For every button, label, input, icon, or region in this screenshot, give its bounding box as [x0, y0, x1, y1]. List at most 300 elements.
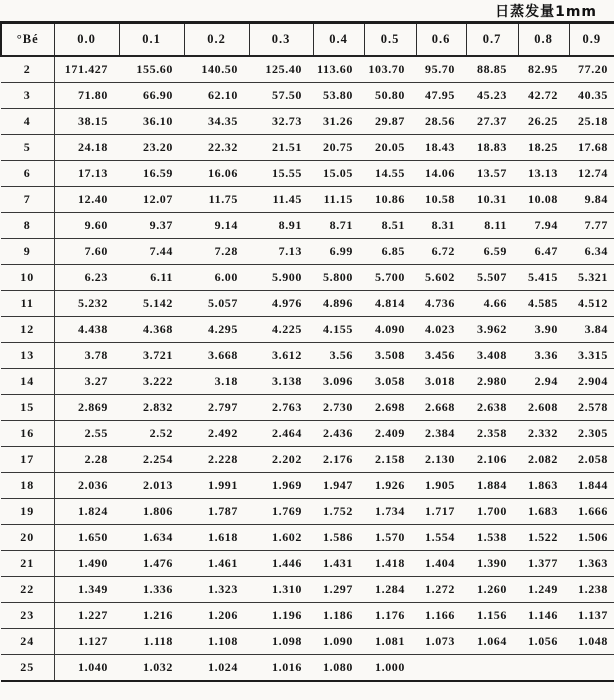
- value-cell: [518, 655, 569, 682]
- value-cell: 2.55: [54, 421, 119, 447]
- value-cell: 2.763: [249, 395, 313, 421]
- value-cell: 3.721: [119, 343, 184, 369]
- row-label-be: 8: [1, 213, 54, 239]
- table-row-be-23: [1, 603, 614, 629]
- value-cell: 1.186: [313, 603, 364, 629]
- header-cell-0.5: 0.5: [364, 23, 416, 57]
- value-cell: 1.586: [313, 525, 364, 551]
- value-cell: 1.206: [184, 603, 249, 629]
- value-cell: 2.578: [569, 395, 614, 421]
- value-cell: 8.11: [466, 213, 518, 239]
- header-cell-0.9: 0.9: [569, 23, 614, 57]
- row-label-be: 23: [1, 603, 54, 629]
- value-cell: 9.60: [54, 213, 119, 239]
- row-label-be: 22: [1, 577, 54, 603]
- value-cell: 2.980: [466, 369, 518, 395]
- value-cell: 1.284: [364, 577, 416, 603]
- value-cell: 1.323: [184, 577, 249, 603]
- value-cell: 24.18: [54, 135, 119, 161]
- header-cell-0.0: 0.0: [54, 23, 119, 57]
- header-cell-0.7: 0.7: [466, 23, 518, 57]
- value-cell: 4.585: [518, 291, 569, 317]
- table-row-be-17: [1, 447, 614, 473]
- value-cell: 1.310: [249, 577, 313, 603]
- value-cell: 1.905: [416, 473, 466, 499]
- value-cell: 13.13: [518, 161, 569, 187]
- value-cell: 1.016: [249, 655, 313, 682]
- value-cell: 4.736: [416, 291, 466, 317]
- value-cell: 3.612: [249, 343, 313, 369]
- value-cell: 2.797: [184, 395, 249, 421]
- value-cell: 2.409: [364, 421, 416, 447]
- value-cell: 28.56: [416, 109, 466, 135]
- value-cell: 4.512: [569, 291, 614, 317]
- table-row-be-2: [1, 56, 614, 83]
- value-cell: 1.476: [119, 551, 184, 577]
- value-cell: 125.40: [249, 56, 313, 83]
- value-cell: 3.096: [313, 369, 364, 395]
- table-row-be-10: [1, 265, 614, 291]
- value-cell: 14.06: [416, 161, 466, 187]
- row-label-be: 24: [1, 629, 54, 655]
- value-cell: 13.57: [466, 161, 518, 187]
- value-cell: 1.196: [249, 603, 313, 629]
- header-cell-0.6: 0.6: [416, 23, 466, 57]
- row-label-be: 9: [1, 239, 54, 265]
- value-cell: 31.26: [313, 109, 364, 135]
- header-cell-0.2: 0.2: [184, 23, 249, 57]
- value-cell: 2.668: [416, 395, 466, 421]
- value-cell: 7.77: [569, 213, 614, 239]
- value-cell: 1.538: [466, 525, 518, 551]
- table-body: [1, 56, 614, 681]
- value-cell: 1.349: [54, 577, 119, 603]
- value-cell: 50.80: [364, 83, 416, 109]
- value-cell: 17.13: [54, 161, 119, 187]
- value-cell: 1.227: [54, 603, 119, 629]
- table-row-be-6: [1, 161, 614, 187]
- value-cell: 5.321: [569, 265, 614, 291]
- row-label-be: 10: [1, 265, 54, 291]
- header-cell-0.1: 0.1: [119, 23, 184, 57]
- row-label-be: 18: [1, 473, 54, 499]
- value-cell: 1.650: [54, 525, 119, 551]
- value-cell: 6.47: [518, 239, 569, 265]
- value-cell: 29.87: [364, 109, 416, 135]
- value-cell: 1.863: [518, 473, 569, 499]
- value-cell: 3.456: [416, 343, 466, 369]
- value-cell: 5.507: [466, 265, 518, 291]
- value-cell: 6.23: [54, 265, 119, 291]
- value-cell: 4.023: [416, 317, 466, 343]
- value-cell: 47.95: [416, 83, 466, 109]
- table-row-be-24: [1, 629, 614, 655]
- value-cell: 3.18: [184, 369, 249, 395]
- table-row-be-8: [1, 213, 614, 239]
- value-cell: 1.081: [364, 629, 416, 655]
- value-cell: 5.232: [54, 291, 119, 317]
- value-cell: 1.969: [249, 473, 313, 499]
- value-cell: 36.10: [119, 109, 184, 135]
- table-header-row: [1, 23, 614, 57]
- value-cell: 1.634: [119, 525, 184, 551]
- value-cell: [466, 655, 518, 682]
- row-label-be: 13: [1, 343, 54, 369]
- value-cell: 11.15: [313, 187, 364, 213]
- value-cell: 1.404: [416, 551, 466, 577]
- value-cell: 3.408: [466, 343, 518, 369]
- value-cell: 2.176: [313, 447, 364, 473]
- value-cell: 1.787: [184, 499, 249, 525]
- value-cell: 1.570: [364, 525, 416, 551]
- value-cell: 16.06: [184, 161, 249, 187]
- value-cell: 3.36: [518, 343, 569, 369]
- value-cell: 6.85: [364, 239, 416, 265]
- value-cell: 3.27: [54, 369, 119, 395]
- value-cell: 2.94: [518, 369, 569, 395]
- value-cell: 1.127: [54, 629, 119, 655]
- value-cell: 10.31: [466, 187, 518, 213]
- value-cell: 1.824: [54, 499, 119, 525]
- value-cell: 6.34: [569, 239, 614, 265]
- table-row-be-18: [1, 473, 614, 499]
- value-cell: 2.608: [518, 395, 569, 421]
- value-cell: 5.142: [119, 291, 184, 317]
- page-title: 日蒸发量1mm: [495, 4, 597, 20]
- value-cell: 1.048: [569, 629, 614, 655]
- table-row-be-19: [1, 499, 614, 525]
- value-cell: 7.60: [54, 239, 119, 265]
- value-cell: 3.84: [569, 317, 614, 343]
- value-cell: 2.228: [184, 447, 249, 473]
- value-cell: 9.37: [119, 213, 184, 239]
- table-row-be-13: [1, 343, 614, 369]
- value-cell: 2.130: [416, 447, 466, 473]
- value-cell: 3.222: [119, 369, 184, 395]
- value-cell: 4.66: [466, 291, 518, 317]
- value-cell: 7.28: [184, 239, 249, 265]
- value-cell: 38.15: [54, 109, 119, 135]
- value-cell: 15.05: [313, 161, 364, 187]
- table-row-be-5: [1, 135, 614, 161]
- value-cell: 1.363: [569, 551, 614, 577]
- table-row-be-14: [1, 369, 614, 395]
- value-cell: 6.72: [416, 239, 466, 265]
- value-cell: 4.896: [313, 291, 364, 317]
- value-cell: 1.080: [313, 655, 364, 682]
- value-cell: 2.202: [249, 447, 313, 473]
- value-cell: [416, 655, 466, 682]
- value-cell: 5.057: [184, 291, 249, 317]
- row-label-be: 12: [1, 317, 54, 343]
- value-cell: 2.869: [54, 395, 119, 421]
- row-label-be: 6: [1, 161, 54, 187]
- value-cell: 10.08: [518, 187, 569, 213]
- value-cell: 1.490: [54, 551, 119, 577]
- value-cell: 1.249: [518, 577, 569, 603]
- value-cell: 1.040: [54, 655, 119, 682]
- value-cell: 27.37: [466, 109, 518, 135]
- value-cell: 1.506: [569, 525, 614, 551]
- value-cell: 1.336: [119, 577, 184, 603]
- value-cell: 1.884: [466, 473, 518, 499]
- value-cell: 3.668: [184, 343, 249, 369]
- value-cell: 1.216: [119, 603, 184, 629]
- value-cell: 4.438: [54, 317, 119, 343]
- value-cell: 9.14: [184, 213, 249, 239]
- value-cell: 103.70: [364, 56, 416, 83]
- value-cell: 12.07: [119, 187, 184, 213]
- value-cell: 1.991: [184, 473, 249, 499]
- value-cell: 8.91: [249, 213, 313, 239]
- value-cell: 1.064: [466, 629, 518, 655]
- value-cell: 155.60: [119, 56, 184, 83]
- value-cell: 22.32: [184, 135, 249, 161]
- value-cell: 2.464: [249, 421, 313, 447]
- value-cell: 4.155: [313, 317, 364, 343]
- header-cell-0.8: 0.8: [518, 23, 569, 57]
- value-cell: 4.225: [249, 317, 313, 343]
- value-cell: 2.254: [119, 447, 184, 473]
- value-cell: 1.431: [313, 551, 364, 577]
- table-row-be-12: [1, 317, 614, 343]
- value-cell: 17.68: [569, 135, 614, 161]
- table-row-be-15: [1, 395, 614, 421]
- value-cell: 171.427: [54, 56, 119, 83]
- value-cell: 53.80: [313, 83, 364, 109]
- value-cell: 62.10: [184, 83, 249, 109]
- value-cell: 1.554: [416, 525, 466, 551]
- value-cell: 5.415: [518, 265, 569, 291]
- value-cell: 1.683: [518, 499, 569, 525]
- value-cell: 1.118: [119, 629, 184, 655]
- value-cell: 1.806: [119, 499, 184, 525]
- value-cell: 2.158: [364, 447, 416, 473]
- value-cell: 42.72: [518, 83, 569, 109]
- table-row-be-11: [1, 291, 614, 317]
- value-cell: 1.024: [184, 655, 249, 682]
- value-cell: 77.20: [569, 56, 614, 83]
- value-cell: 3.138: [249, 369, 313, 395]
- table-row-be-20: [1, 525, 614, 551]
- value-cell: 3.315: [569, 343, 614, 369]
- table-row-be-22: [1, 577, 614, 603]
- value-cell: 1.446: [249, 551, 313, 577]
- value-cell: 4.368: [119, 317, 184, 343]
- row-label-be: 21: [1, 551, 54, 577]
- value-cell: 2.904: [569, 369, 614, 395]
- header-cell-be: °Bé: [1, 23, 54, 57]
- value-cell: 18.43: [416, 135, 466, 161]
- value-cell: 6.99: [313, 239, 364, 265]
- row-label-be: 17: [1, 447, 54, 473]
- value-cell: 1.752: [313, 499, 364, 525]
- value-cell: 66.90: [119, 83, 184, 109]
- value-cell: 3.058: [364, 369, 416, 395]
- value-cell: 1.618: [184, 525, 249, 551]
- value-cell: 2.106: [466, 447, 518, 473]
- value-cell: 5.700: [364, 265, 416, 291]
- value-cell: 71.80: [54, 83, 119, 109]
- value-cell: 12.40: [54, 187, 119, 213]
- value-cell: 5.800: [313, 265, 364, 291]
- value-cell: 8.71: [313, 213, 364, 239]
- value-cell: 1.461: [184, 551, 249, 577]
- value-cell: 4.814: [364, 291, 416, 317]
- value-cell: 2.305: [569, 421, 614, 447]
- value-cell: 2.058: [569, 447, 614, 473]
- row-label-be: 5: [1, 135, 54, 161]
- value-cell: 95.70: [416, 56, 466, 83]
- value-cell: 1.098: [249, 629, 313, 655]
- value-cell: 6.00: [184, 265, 249, 291]
- header-cell-0.3: 0.3: [249, 23, 313, 57]
- value-cell: 113.60: [313, 56, 364, 83]
- row-label-be: 4: [1, 109, 54, 135]
- value-cell: 2.638: [466, 395, 518, 421]
- value-cell: 45.23: [466, 83, 518, 109]
- value-cell: 10.58: [416, 187, 466, 213]
- value-cell: 2.492: [184, 421, 249, 447]
- value-cell: 3.018: [416, 369, 466, 395]
- value-cell: 10.86: [364, 187, 416, 213]
- value-cell: 88.85: [466, 56, 518, 83]
- table-row-be-25: [1, 655, 614, 682]
- value-cell: 1.926: [364, 473, 416, 499]
- row-label-be: 15: [1, 395, 54, 421]
- value-cell: 1.056: [518, 629, 569, 655]
- value-cell: 1.137: [569, 603, 614, 629]
- table-row-be-7: [1, 187, 614, 213]
- table-row-be-16: [1, 421, 614, 447]
- value-cell: 5.900: [249, 265, 313, 291]
- value-cell: 1.260: [466, 577, 518, 603]
- row-label-be: 11: [1, 291, 54, 317]
- row-label-be: 7: [1, 187, 54, 213]
- value-cell: 9.84: [569, 187, 614, 213]
- value-cell: 140.50: [184, 56, 249, 83]
- value-cell: 4.295: [184, 317, 249, 343]
- value-cell: 7.44: [119, 239, 184, 265]
- value-cell: 2.082: [518, 447, 569, 473]
- value-cell: 16.59: [119, 161, 184, 187]
- value-cell: 1.390: [466, 551, 518, 577]
- value-cell: 1.734: [364, 499, 416, 525]
- value-cell: 1.700: [466, 499, 518, 525]
- value-cell: 1.032: [119, 655, 184, 682]
- value-cell: 1.522: [518, 525, 569, 551]
- value-cell: 21.51: [249, 135, 313, 161]
- header-cell-0.4: 0.4: [313, 23, 364, 57]
- value-cell: 6.59: [466, 239, 518, 265]
- value-cell: 1.108: [184, 629, 249, 655]
- value-cell: 1.090: [313, 629, 364, 655]
- value-cell: 3.962: [466, 317, 518, 343]
- value-cell: 2.384: [416, 421, 466, 447]
- value-cell: 7.13: [249, 239, 313, 265]
- value-cell: 2.52: [119, 421, 184, 447]
- row-label-be: 2: [1, 56, 54, 83]
- row-label-be: 3: [1, 83, 54, 109]
- value-cell: 1.238: [569, 577, 614, 603]
- value-cell: 2.036: [54, 473, 119, 499]
- value-cell: 3.56: [313, 343, 364, 369]
- table-row-be-3: [1, 83, 614, 109]
- value-cell: 40.35: [569, 83, 614, 109]
- table-row-be-4: [1, 109, 614, 135]
- table-row-be-21: [1, 551, 614, 577]
- value-cell: 2.730: [313, 395, 364, 421]
- table-row-be-9: [1, 239, 614, 265]
- baume-evaporation-table: [0, 21, 614, 682]
- value-cell: 1.166: [416, 603, 466, 629]
- value-cell: 1.176: [364, 603, 416, 629]
- value-cell: 4.976: [249, 291, 313, 317]
- row-label-be: 19: [1, 499, 54, 525]
- value-cell: 4.090: [364, 317, 416, 343]
- value-cell: 1.666: [569, 499, 614, 525]
- value-cell: 25.18: [569, 109, 614, 135]
- value-cell: 11.45: [249, 187, 313, 213]
- value-cell: 20.75: [313, 135, 364, 161]
- value-cell: 8.31: [416, 213, 466, 239]
- value-cell: 1.418: [364, 551, 416, 577]
- value-cell: 1.602: [249, 525, 313, 551]
- value-cell: 1.947: [313, 473, 364, 499]
- value-cell: 12.74: [569, 161, 614, 187]
- value-cell: 7.94: [518, 213, 569, 239]
- value-cell: 57.50: [249, 83, 313, 109]
- value-cell: 2.436: [313, 421, 364, 447]
- value-cell: 2.28: [54, 447, 119, 473]
- value-cell: 1.073: [416, 629, 466, 655]
- value-cell: 1.377: [518, 551, 569, 577]
- value-cell: 26.25: [518, 109, 569, 135]
- value-cell: 1.146: [518, 603, 569, 629]
- value-cell: 1.769: [249, 499, 313, 525]
- row-label-be: 20: [1, 525, 54, 551]
- value-cell: 2.698: [364, 395, 416, 421]
- value-cell: 1.272: [416, 577, 466, 603]
- value-cell: 14.55: [364, 161, 416, 187]
- value-cell: 20.05: [364, 135, 416, 161]
- row-label-be: 14: [1, 369, 54, 395]
- value-cell: 2.332: [518, 421, 569, 447]
- value-cell: 2.358: [466, 421, 518, 447]
- value-cell: 82.95: [518, 56, 569, 83]
- value-cell: 8.51: [364, 213, 416, 239]
- value-cell: 1.000: [364, 655, 416, 682]
- row-label-be: 16: [1, 421, 54, 447]
- value-cell: 1.717: [416, 499, 466, 525]
- value-cell: 18.25: [518, 135, 569, 161]
- value-cell: 11.75: [184, 187, 249, 213]
- value-cell: 3.78: [54, 343, 119, 369]
- value-cell: 34.35: [184, 109, 249, 135]
- value-cell: 2.013: [119, 473, 184, 499]
- value-cell: 5.602: [416, 265, 466, 291]
- value-cell: 32.73: [249, 109, 313, 135]
- value-cell: 23.20: [119, 135, 184, 161]
- row-label-be: 25: [1, 655, 54, 682]
- value-cell: 3.508: [364, 343, 416, 369]
- value-cell: [569, 655, 614, 682]
- value-cell: 18.83: [466, 135, 518, 161]
- value-cell: 1.844: [569, 473, 614, 499]
- value-cell: 15.55: [249, 161, 313, 187]
- value-cell: 6.11: [119, 265, 184, 291]
- value-cell: 3.90: [518, 317, 569, 343]
